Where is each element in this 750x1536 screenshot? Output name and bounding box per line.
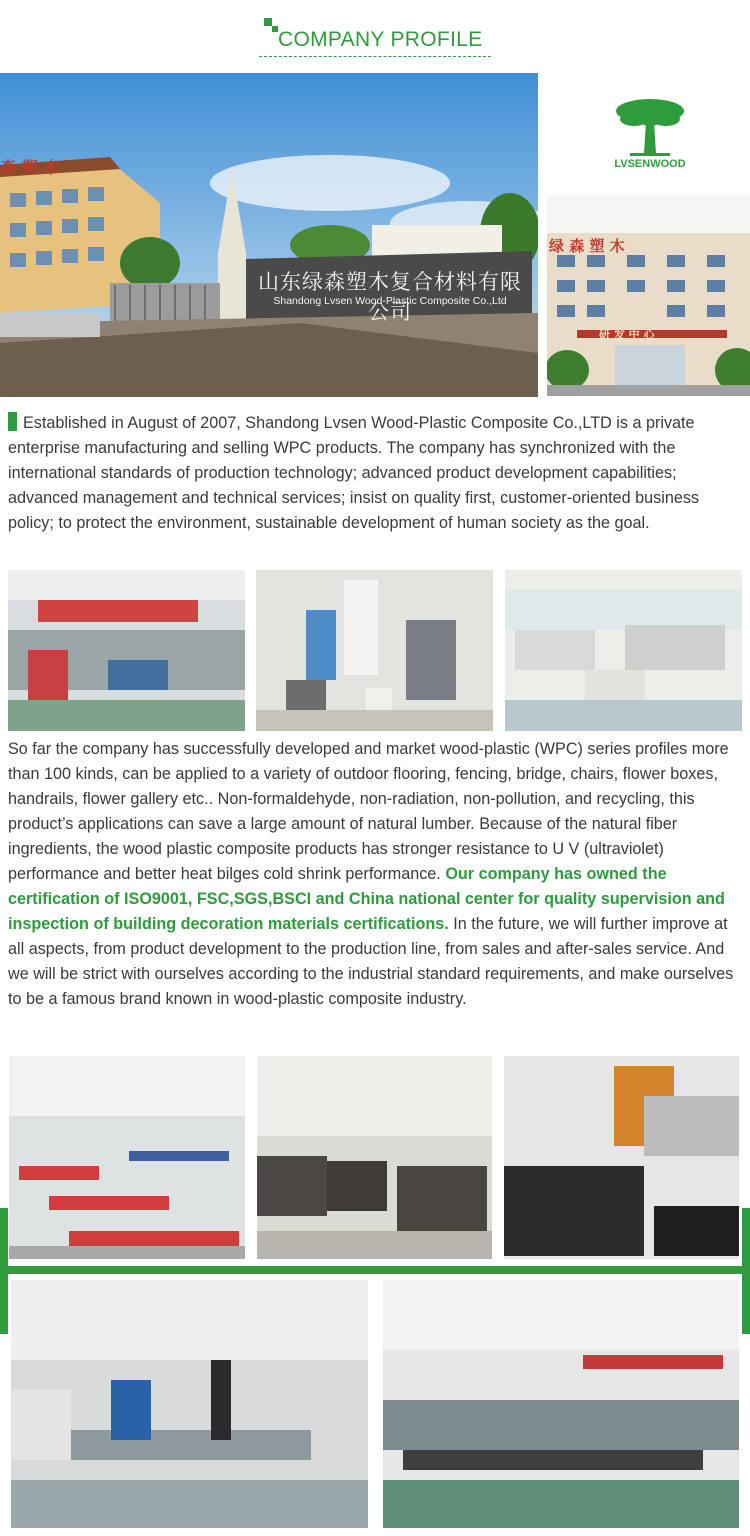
details-text-b: In the future, we will further improve at all aspects, from product development to the production line, from sales and after-sales service. And we will be strict with ourselves according to the industrial standard requirements, and make ourselves to be a famous brand known in wood-plastic composite industry. — [8, 915, 734, 1008]
factory-gate-photo — [0, 73, 538, 397]
certification-text: Our company has owned the certification of ISO9001, FSC,SGS,BSCI and China national center for quality supervision and inspection of building decoration materials certifications. — [8, 865, 725, 933]
tree-logo-icon — [600, 95, 700, 157]
assembly-floor-photo — [383, 1280, 739, 1528]
extrusion-lines-photo — [9, 1056, 245, 1259]
green-right-bar — [742, 1274, 750, 1334]
warehouse-photo — [257, 1056, 492, 1259]
intro-paragraph — [8, 411, 746, 536]
page-title: COMPANY PROFILE — [278, 28, 483, 51]
production-hall-photo — [8, 570, 245, 731]
factory-sign-chinese: 山东绿森塑木复合材料有限公司 — [258, 270, 522, 324]
rd-building-top-lettering: 绿 森 塑 木 — [549, 237, 625, 255]
page-header — [0, 0, 750, 70]
company-logo — [600, 95, 700, 175]
green-divider — [0, 1266, 750, 1274]
logo-wordmark: LVSENWOOD — [614, 158, 686, 170]
extruder-machines-photo — [11, 1280, 368, 1528]
paragraph-marker-icon — [8, 412, 17, 431]
green-left-bar — [0, 1274, 8, 1334]
rd-center-photo — [547, 195, 750, 396]
factory-sign-english: Shandong Lvsen Wood-Plastic Composite Co.,Ltd — [273, 295, 507, 307]
building-lettering: 森 塑 木 — [0, 158, 60, 177]
intro-text: Established in August of 2007, Shandong Lvsen Wood-Plastic Composite Co.,LTD is a private enterprise manufacturing and selling WPC products. The company has synchronized with the international standards of production technology; advanced product development capabilities; advanced management and technical services; insist on quality first, customer-oriented business policy; to protect the environment, sustainable development of human society as the goal. — [8, 414, 700, 532]
tile-production-photo — [504, 1056, 739, 1259]
company-details-paragraph — [8, 737, 746, 1012]
rd-building-mid-lettering: 研 发 中 心 — [599, 328, 655, 341]
testing-lab-photo — [505, 570, 742, 731]
lab-equipment-photo — [256, 570, 493, 731]
header-dashed-underline — [259, 56, 491, 57]
details-text-a: So far the company has successfully developed and market wood-plastic (WPC) series profiles more than 100 kinds, can be applied to a variety of outdoor flooring, fencing, bridge, chairs, flower boxes, handrails, flower gallery etc.. Non-formaldehyde, non-radiation, non-pollution, and recycling, this product’s applications can save a large amount of natural lumber. Because of the natural fiber ingredients, the wood plastic composite products has stronger resistance to U V (ultraviolet) performance and better heat bilges cold shrink performance. — [8, 740, 729, 883]
header-square-icon — [264, 18, 272, 26]
